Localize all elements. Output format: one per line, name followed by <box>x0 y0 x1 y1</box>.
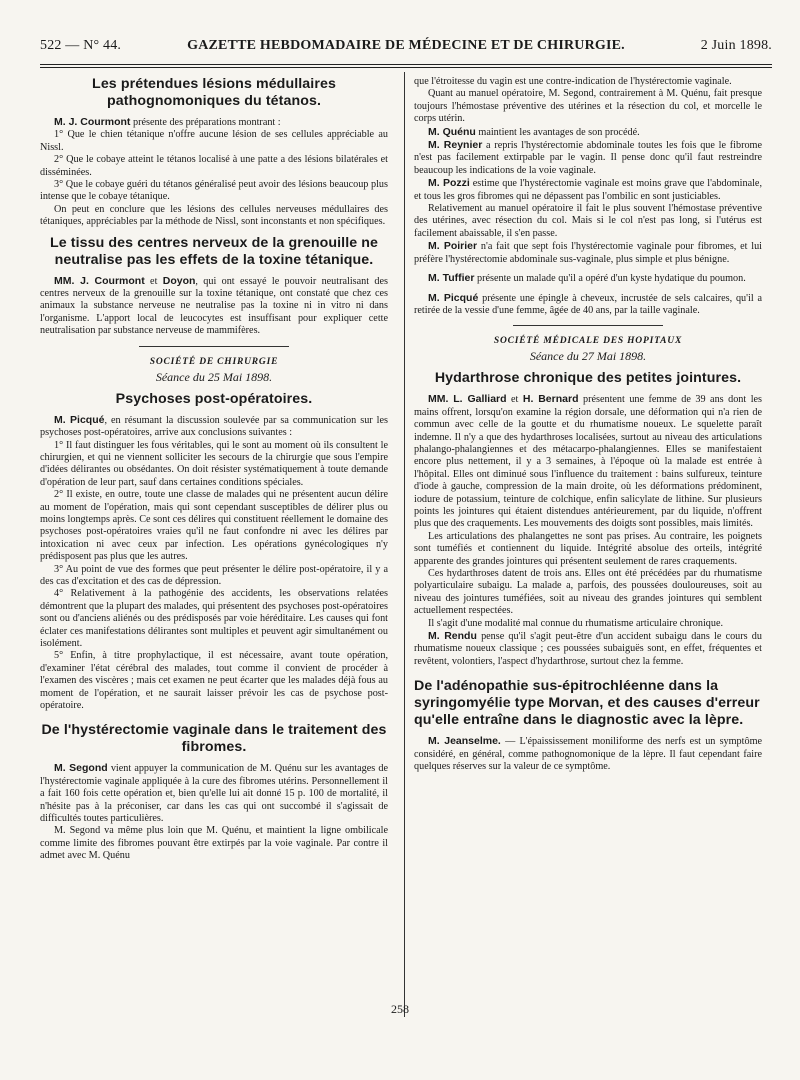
page-number-issue: 522 — N° 44. <box>40 38 122 53</box>
paragraph: Quant au manuel opératoire, M. Segond, contrairement à M. Quénu, fait presque toujours l'hémostase préventive des utérines et la résection du col, et morcelle le corps utérin. <box>414 88 762 125</box>
speaker-name: M. Rendu <box>428 630 477 643</box>
speaker-name: M. J. Courmont <box>54 116 131 128</box>
section-title-psychoses: Psychoses post-opératoires. <box>115 390 313 407</box>
paragraph: M. Picqué, en résumant la discussion soulevée par sa communication sur les psychoses post-opératoires, arrive aux conclusions suivantes : <box>40 413 388 439</box>
paragraph: M. J. Courmont présente des préparations montrant : <box>54 116 281 128</box>
issue-date: 2 Juin 1898. <box>700 38 772 53</box>
paragraph: que l'étroitesse du vagin est une contre-indication de l'hystérectomie vaginale. <box>414 76 732 87</box>
speaker-name: M. Picqué <box>54 413 105 426</box>
speaker-name: H. Bernard <box>522 393 579 406</box>
paragraph: M. Rendu pense qu'il s'agit peut-être d'un accident subaigu dans le cours du rhumatisme noueux classique ; ces poussées subaiguës sont, en effet, fréquentes et revêtent, volontiers, l'aspect d'hydarthrose, surtout chez la femme. <box>414 630 762 667</box>
section-title-grenouille: Le tissu des centres nerveux de la grenouille ne neutralise pas les effets de la toxine tétanique. <box>49 234 379 268</box>
paragraph: Les articulations des phalangettes ne sont pas prises. Au contraire, les poignets sont tuméfiés et contiennent du liquide. Intégrité absolue des orteils, intégrité apparente des grandes jointures qui présentent seulement de rares craquements. <box>414 530 762 567</box>
paragraph: 3° Au point de vue des formes que peut présenter le délire post-opératoire, il y a des cas d'excitation et des cas de dépression. <box>40 563 388 587</box>
journal-title: GAZETTE HEBDOMADAIRE DE MÉDECINE ET DE CHIRURGIE. <box>187 38 625 53</box>
paragraph: M. Poirier n'a fait que sept fois l'hystérectomie vaginale pour fibromes, et lui préfère l'hystérectomie abdominale sus-vaginale, plus simple et plus bénigne. <box>414 240 762 265</box>
right-column <box>414 76 762 773</box>
paragraph: M. Tuffier présente un malade qu'il a opéré d'un kyste hydatique du poumon. <box>428 272 746 285</box>
paragraph: M. Picqué présente une épingle à cheveux, incrustée de sels calcaires, qu'il a retirée de la vessie d'une femme, âgée de 40 ans, par la taille vaginale. <box>414 291 762 316</box>
paragraph: 2° Que le cobaye atteint le tétanos localisé à une patte a des lésions bilatérales et disséminées. <box>40 154 388 178</box>
paragraph: 1° Que le chien tétanique n'offre aucune lésion de ses cellules appréciable au Nissl. <box>40 129 388 153</box>
paragraph: 3° Que le cobaye guéri du tétanos généralisé peut avoir des lésions beaucoup plus intense que le cobaye tétanique. <box>40 179 388 203</box>
section-separator <box>513 325 663 326</box>
paragraph: MM. L. Galliard et H. Bernard présentent une femme de 39 ans dont les mains offrent, lorsqu'on examine la région dorsale, une déformation qui n'a rien de commun avec celle de la goutte et du rhumatisme noueux. Le squelette paraît indemne. Il n'y a que des hydarthroses localisées, surtout au niveau des articulations phalango-phalangiennes et des métacarpo-phalangiennes. Elles se manifestaient encore plus nettement, il y a 3 semaines, à l'époque où la malade est entrée à l'hôpital. Elles ont diminué sous l'influence du traitement : bains sulfureux, teinture d'iode à gauche, compression de la main droite, où les déformations prédominent, iodure de potassium, teinture de colchique, enfin salicylate de lithine. Sur plusieurs points les jointures qui étaient distendues antérieurement, par du liquide, n'offrent plus que des craquements. Les mouvements des doigts sont possibles, mais limités. <box>414 393 763 530</box>
section-title-hysterectomie: De l'hystérectomie vaginale dans le traitement des fibromes. <box>41 722 387 756</box>
speaker-name: M. Reynier <box>428 139 483 152</box>
section-separator <box>139 346 289 347</box>
paragraph: M. Segond va même plus loin que M. Quénu, et maintient la ligne ombilicale comme limite des fibromes pouvant être extirpés par la voie vaginale. Par contre il admet avec M. Quénu <box>40 825 388 862</box>
section-title-adenopathie: De l'adénopathie sus-épitrochléenne dans la syringomyélie type Morvan, et des causes d'erreur qu'elle entraîne dans le diagnostic avec la lèpre. <box>414 678 760 729</box>
header-rule-top <box>40 64 772 65</box>
section-title-tetanos: Les prétendues lésions médullaires pathognomoniques du tétanos. <box>92 76 336 109</box>
speaker-name: M. Pozzi <box>428 177 470 190</box>
column-divider <box>404 72 405 1017</box>
speaker-name: M. Poirier <box>428 240 478 253</box>
speaker-name: M. Tuffier <box>428 272 475 285</box>
left-column <box>40 76 388 863</box>
speaker-name: MM. J. Courmont <box>54 274 145 287</box>
paragraph: 4° Relativement à la pathogénie des accidents, les observations relatées démontrent que la plupart des malades, qui présentent des psychoses post-opératoires sont ou d'anciens aliénés ou des prédisposés par voie héréditaire. Les causes qui font éclater ces manifestations délirantes sont multiples et peuvent agir simultanément ou isolément. <box>40 588 388 649</box>
paragraph: M. Pozzi estime que l'hystérectomie vaginale est moins grave que l'abdominale, et tous les gros fibromes qui ne dépassent pas l'ombilic en sont justiciables. <box>414 177 762 202</box>
paragraph: 5° Enfin, à titre prophylactique, il est nécessaire, avant toute opération, d'examiner l'état cérébral des malades, tout comme il convient de procéder à l'examen des viscères ; mais cet examen ne peut écarter que les malades déjà fous au moment de l'opération, et ne saurait laisser prévoir les cas de psychose post-opératoire. <box>40 650 388 712</box>
paragraph: MM. J. Courmont et Doyon, qui ont essayé le pouvoir neutralisant des centres nerveux de la grenouille sur la toxine tétanique, ont constaté que chez ces animaux la substance nerveuse ne neutralise pas la toxine ni in vitro ni dans l'organisme. L'apport local de leucocytes est insuffisant pour expliquer cette neutralisation par substance nerveuse de mammifères. <box>40 274 388 337</box>
speaker-name: M. Segond <box>54 762 108 775</box>
paragraph: M. Reynier a repris l'hystérectomie abdominale toutes les fois que le fibrome n'est pas facilement extirpable par le vagin. Il pense donc qu'il faut restreindre beaucoup les indications de la voie vaginale. <box>414 139 762 176</box>
speaker-name: MM. L. Galliard <box>428 393 507 406</box>
paragraph: Ces hydarthroses datent de trois ans. Elles ont été précédées par du rhumatisme polyarticulaire subaigu. La malade a, parfois, des poussées douloureuses, soit au niveau des jointures tuméfiées, soit au niveau des grandes jointures qui semblent actuellement respectées. <box>414 568 762 617</box>
paragraph: Relativement au manuel opératoire il fait le plus souvent l'hémostase préventive des utérines, avec résection du col. Mais si le col n'est pas long, si l'utérus est facilement abaissable, il s'en passe. <box>414 203 762 239</box>
running-header <box>40 38 772 60</box>
paragraph: Il s'agit d'une modalité mal connue du rhumatisme articulaire chronique. <box>428 617 724 629</box>
paragraph: M. Jeanselme. — L'épaississement moniliforme des nerfs est un symptôme considéré, en général, comme pathognomonique de la lèpre. Il faut cependant faire quelques réserves sur la valeur de ce symptôme. <box>414 735 763 773</box>
speaker-name: M. Quénu <box>428 125 476 138</box>
header-rule-bottom <box>40 67 772 68</box>
society-name: SOCIÉTÉ DE CHIRURGIE <box>149 356 279 367</box>
page-folio: 258 <box>391 1002 409 1016</box>
paragraph: 2° Il existe, en outre, toute une classe de malades qui ne présentent aucun délire au moment de l'opération, mais qui sont cependant susceptibles de délirer plus ou moins longtemps après. Ce sont ces délires qui constituent réellement le domaine des psychoses post-opératoires vraies qu'il ne faut confondre ni avec les délires par intoxication ni avec ceux par infection. Les opérations gynécologiques n'y prédisposent pas plus que les autres. <box>40 489 388 563</box>
session-date: Séance du 27 Mai 1898. <box>529 349 647 364</box>
section-title-hydarthrose: Hydarthrose chronique des petites jointures. <box>434 370 742 387</box>
paragraph: 1° Il faut distinguer les fous véritables, qui le sont au moment où ils consultent le chirurgien, et qui ne viennent solliciter les secours de la chirurgie que sous l'empire d'idées délirantes ou obsédantes. On doit résister systématiquement à toute demande d'opération de leur part, sauf dans certaines conditions spéciales. <box>40 439 388 488</box>
paragraph: M. Segond vient appuyer la communication de M. Quénu sur les avantages de l'hystérectomie vaginale appliquée à la cure des fibromes utérins. Personnellement il a fait 160 fois cette opération et, bien qu'elle lui ait donné 15 p. 100 de mortalité, il n'hésite pas à la préconiser, car dans les cas qui ont succombé il s'agissait de difficultés toutes particulières. <box>40 762 388 825</box>
paragraph: On peut en conclure que les lésions des cellules nerveuses médullaires des tétaniques, appréciables par la méthode de Nissl, sont inconstants et non spécifiques. <box>40 203 388 228</box>
session-date: Séance du 25 Mai 1898. <box>155 369 273 384</box>
paragraph: M. Quénu maintient les avantages de son procédé. <box>428 125 640 138</box>
speaker-name: M. Jeanselme. <box>428 735 501 748</box>
speaker-name: Doyon <box>162 274 196 287</box>
society-name: SOCIÉTÉ MÉDICALE DES HOPITAUX <box>493 336 683 347</box>
speaker-name: M. Picqué <box>428 291 479 304</box>
